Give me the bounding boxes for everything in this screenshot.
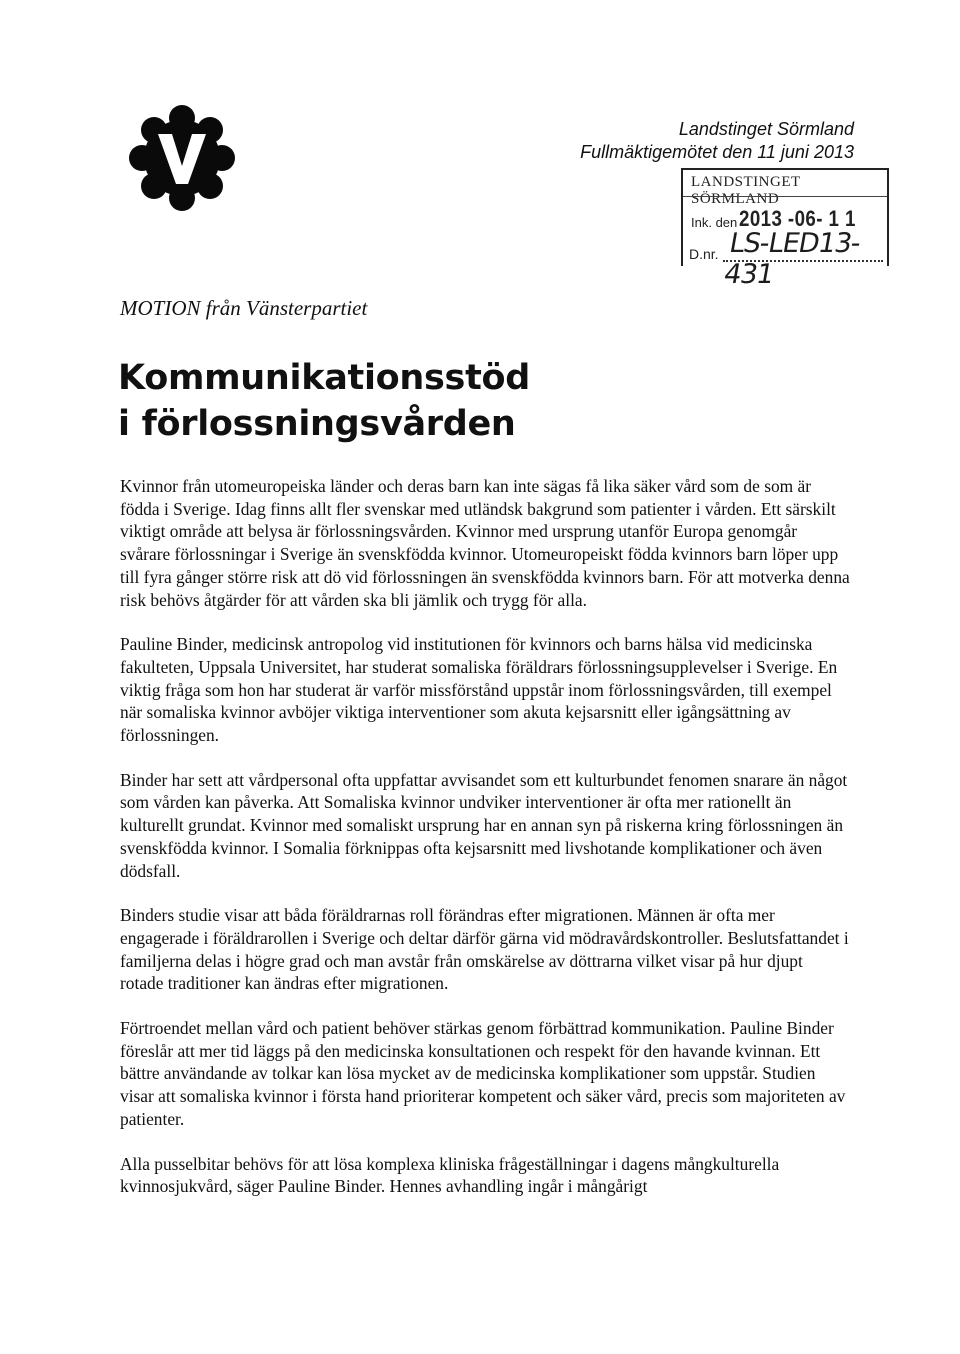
body-paragraph: Pauline Binder, medicinsk antropolog vid institutionen för kvinnors och barns hälsa vid medicinska fakulteten, Uppsala Universitet, har studerat somaliska föräldrars förlossningsupplevelser i Sverige. En viktig fråga som hon har studerat är varför missförstånd uppstår inom förlossningsvården, till exempel när somaliska kvinnor avböjer viktiga interventioner som akuta kejsarsnitt eller igångsättning av förlossningen. — [120, 634, 838, 746]
stamp-organization: LANDSTINGET SÖRMLAND — [691, 174, 801, 207]
stamp-received-date: 2013 -06- 1 1 — [739, 206, 856, 231]
body-paragraph: Förtroendet mellan vård och patient behöver stärkas genom förbättrad kommunikation. Pauline Binder föreslår att mer tid läggs på den medicinska konsultationen och respekt för den havande kvinnan. Ett bättre användande av tolkar kan lösa mycket av de medicinska komplikationer som uppstår. Studien visar att somaliska kvinnor i första hand prioriterar kompetent och säker vård, precis som majoriteten av patienter. — [120, 1018, 846, 1129]
party-logo — [128, 104, 236, 212]
document-header — [580, 118, 854, 164]
organization-name: Landstinget Sörmland — [678, 119, 854, 139]
stamp-dnr-value: LS-LED13-431 — [721, 228, 863, 290]
body-paragraph: Binders studie visar att båda föräldrarnas roll förändras efter migrationen. Männen är ofta mer engagerade i föräldrarollen i Sverige och deltar därför gärna vid mödravårdskontroller. Beslutsfattandet i familjerna delas i högre grad och man avstår från omskärelse av döttrarna vilket visar på hur djupt rotade traditioner kan ändras efter migrationen. — [120, 905, 849, 994]
page-title — [118, 355, 530, 447]
stamp-dotted-line — [723, 260, 883, 262]
title-line-1: Kommunikationsstöd — [118, 358, 531, 398]
body-paragraph: Binder har sett att vårdpersonal ofta uppfattar avvisandet som ett kulturbundet fenomen snarare än något som vården kan påverka. Att Somaliska kvinnor undviker interventioner är ofta mer rationellt än kulturellt grundat. Kvinnor med somaliskt ursprung har en annan syn på riskerna kring förlossningen än svenskfödda kvinnor. I Somalia förknippas ofta kejsarsnitt med livshotande komplikationer och även dödsfall. — [120, 769, 848, 881]
body-paragraph: Alla pusselbitar behövs för att lösa komplexa kliniska frågeställningar i dagens mångkulturella kvinnosjukvård, säger Pauline Binder. Hennes avhandling ingår i mångårigt — [120, 1153, 780, 1197]
meeting-date: Fullmäktigemötet den 11 juni 2013 — [580, 142, 854, 162]
motion-label: MOTION från Vänsterpartiet — [120, 296, 368, 320]
stamp-received-label: Ink. den — [691, 215, 738, 230]
received-stamp — [681, 168, 889, 290]
title-line-2: i förlossningsvården — [118, 404, 516, 444]
motion-body — [120, 475, 850, 1220]
stamp-dnr-label: D.nr. — [689, 246, 719, 262]
body-paragraph: Kvinnor från utomeuropeiska länder och deras barn kan inte sägas få lika säker vård som de som är födda i Sverige. Idag finns allt fler svenskar med utländsk bakgrund som patienter i vården. Ett särskilt viktigt område att belysa är förlossningsvården. Kvinnor med ursprung utanför Europa genomgår svårare förlossningar i Sverige än svenskfödda kvinnor. Utomeuropeiskt födda kvinnors barn löper upp till fyra gånger större risk att dö vid förlossningen än svenskfödda kvinnors barn. För att motverka denna risk behövs åtgärder för att vården ska bli jämlik och trygg för alla. — [120, 476, 850, 610]
vansterpartiet-v-flower-icon — [128, 104, 236, 212]
stamp-divider — [683, 196, 887, 197]
